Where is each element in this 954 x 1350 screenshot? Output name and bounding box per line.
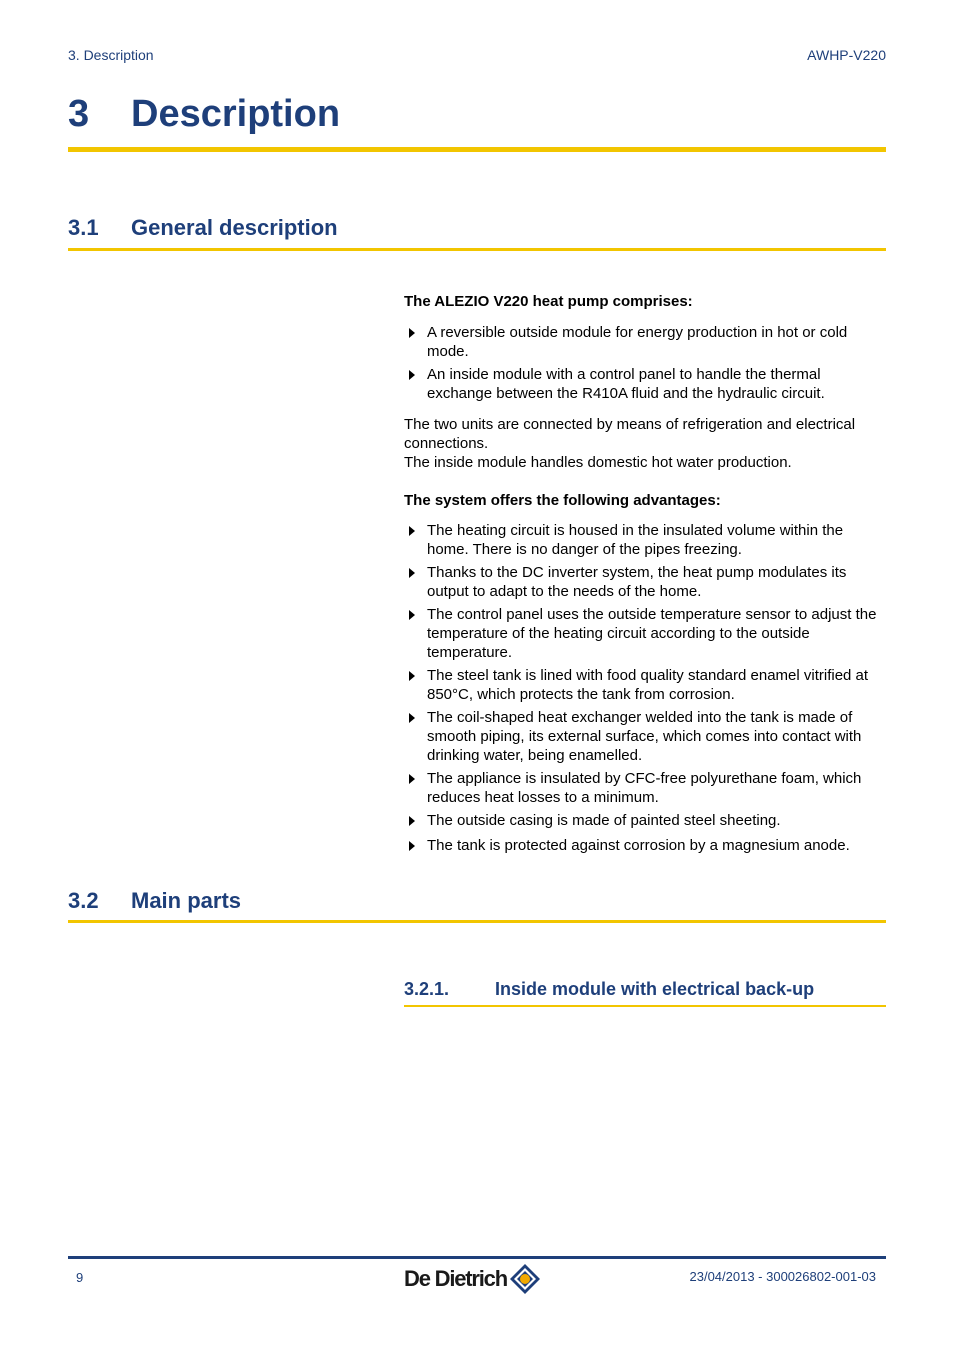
bullet-arrow-icon: [409, 526, 415, 536]
section-1-rule: [68, 248, 886, 251]
advantages-list: [404, 521, 888, 855]
footer-rule: [68, 1256, 886, 1259]
brand-name: De Dietrich: [404, 1266, 507, 1291]
list-item: The appliance is insulated by CFC-free polyurethane foam, which reduces heat losses to a minimum.: [404, 769, 888, 807]
diamond-logo-icon: [508, 1262, 542, 1296]
running-header-section: 3. Description: [68, 47, 154, 63]
section-2-title: Main parts: [131, 888, 242, 913]
list-item: An inside module with a control panel to handle the thermal exchange between the R410A fluid and the hydraulic circuit.: [404, 365, 888, 403]
intro-list: [404, 323, 888, 403]
bullet-arrow-icon: [409, 816, 415, 826]
page-number: 9: [76, 1270, 84, 1285]
chapter-number: 3: [68, 93, 90, 135]
bullet-arrow-icon: [409, 671, 415, 681]
section-2-rule: [68, 920, 886, 923]
dhw-paragraph: The inside module handles domestic hot water production.: [404, 454, 792, 471]
subsection-number: 3.2.1.: [404, 979, 450, 999]
chapter-title: Description: [131, 93, 341, 135]
list-item: The heating circuit is housed in the insulated volume within the home. There is no danger of the pipes freezing.: [404, 521, 888, 559]
bullet-arrow-icon: [409, 610, 415, 620]
section-1-number: 3.1: [68, 215, 99, 240]
bullet-arrow-icon: [409, 328, 415, 338]
list-item: A reversible outside module for energy production in hot or cold mode.: [404, 323, 888, 361]
subsection-rule: [404, 1005, 886, 1007]
section-2-number: 3.2: [68, 888, 99, 913]
subsection-title: Inside module with electrical back-up: [495, 979, 815, 999]
general-description-body: [404, 292, 888, 855]
connection-paragraph: The two units are connected by means of refrigeration and electrical connections.: [404, 416, 856, 452]
chapter-rule: [68, 147, 886, 152]
bullet-arrow-icon: [409, 841, 415, 851]
bullet-arrow-icon: [409, 568, 415, 578]
list-item: Thanks to the DC inverter system, the heat pump modulates its output to adapt to the needs of the home.: [404, 563, 888, 601]
list-item: The outside casing is made of painted steel sheeting.: [404, 811, 888, 830]
intro-heading: The ALEZIO V220 heat pump comprises:: [404, 293, 693, 310]
advantages-heading: The system offers the following advantages:: [404, 492, 721, 509]
list-item: The control panel uses the outside temperature sensor to adjust the temperature of the heating circuit according to the outside temperature.: [404, 605, 888, 662]
list-item: The coil-shaped heat exchanger welded into the tank is made of smooth piping, its external surface, which comes into contact with drinking water, being enamelled.: [404, 708, 888, 765]
bullet-arrow-icon: [409, 774, 415, 784]
bullet-arrow-icon: [409, 370, 415, 380]
brand-logo: [404, 1262, 542, 1296]
document-reference: 23/04/2013 - 300026802-001-03: [689, 1269, 876, 1284]
section-1-title: General description: [131, 215, 338, 240]
list-item: The tank is protected against corrosion by a magnesium anode.: [404, 836, 888, 855]
bullet-arrow-icon: [409, 713, 415, 723]
list-item: The steel tank is lined with food quality standard enamel vitrified at 850°C, which protects the tank from corrosion.: [404, 666, 888, 704]
running-header-model: AWHP-V220: [807, 47, 886, 63]
